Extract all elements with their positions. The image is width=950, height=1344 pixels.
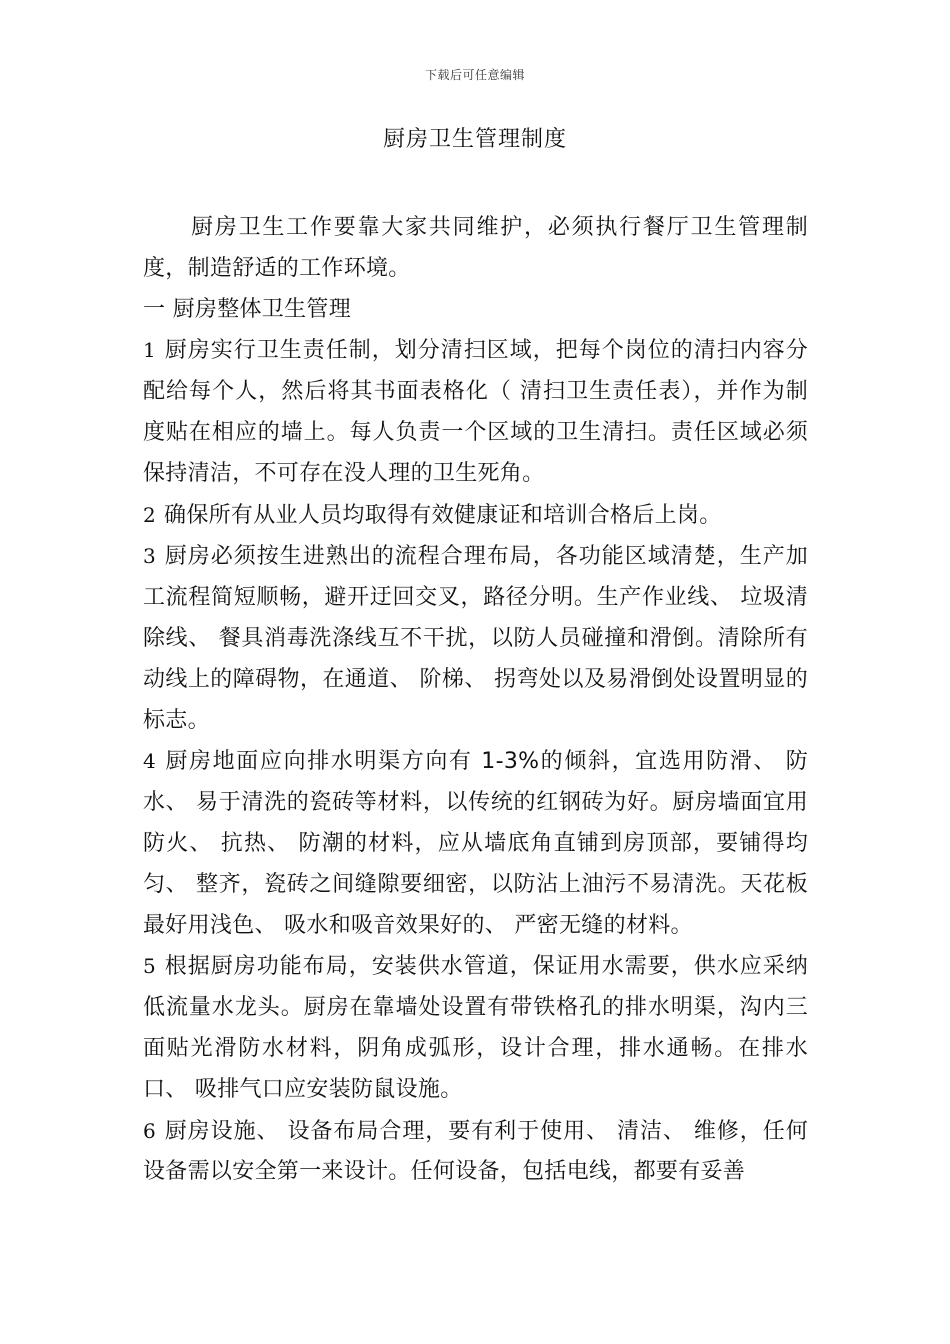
item-number: 2 — [143, 502, 157, 527]
list-item — [143, 1111, 808, 1194]
list-item — [143, 946, 808, 1110]
intro-paragraph: 厨房卫生工作要靠大家共同维护，必须执行餐厅卫生管理制度，制造舒适的工作环境。 — [143, 215, 808, 281]
document-body — [143, 208, 808, 1193]
list-item — [143, 536, 808, 741]
item-text: 确保所有从业人员均取得有效健康证和培训合格后上岗。 — [164, 502, 722, 528]
item-number: 1 — [143, 338, 157, 363]
item-number: 5 — [143, 954, 157, 979]
header-note: 下载后可任意编辑 — [424, 68, 525, 82]
item-text: 厨房实行卫生责任制，划分清扫区域，把每个岗位的清扫内容分配给每个人，然后将其书面表格化（ 清扫卫生责任表），并作为制度贴在相应的墙上。每人负责一个区域的卫生清扫。责任区域必须保持清洁，不可存在没人理的卫生死角。 — [143, 338, 808, 486]
item-text: 根据厨房功能布局，安装供水管道，保证用水需要，供水应采纳低流量水龙头。厨房在靠墙处设置有带铁格孔的排水明渠，沟内三面贴光滑防水材料，阴角成弧形，设计合理，排水通畅。在排水口、 吸排气口应安装防鼠设施。 — [143, 954, 808, 1102]
list-item — [143, 330, 808, 494]
item-number: 3 — [143, 544, 157, 569]
item-number: 6 — [143, 1118, 157, 1143]
list-item — [143, 495, 808, 537]
item-text: 厨房地面应向排水明渠方向有 1-3%的倾斜，宜选用防滑、 防水、 易于清洗的瓷砖等材料，以传统的红钢砖为好。厨房墙面宜用防火、 抗热、 防潮的材料，应从墙底角直铺到房顶部，要铺得均匀、 整齐，瓷砖之间缝隙要细密，以防沾上油污不易清洗。天花板最好用浅色、 吸水和吸音效果好的、 严密无缝的材料。 — [143, 749, 808, 938]
item-number: 4 — [143, 749, 157, 774]
item-text: 厨房必须按生进熟出的流程合理布局，各功能区域清楚，生产加工流程简短顺畅，避开迂回交叉，路径分明。生产作业线、 垃圾清除线、 餐具消毒洗涤线互不干扰，以防人员碰撞和滑倒。清除所有动线上的障碍物，在通道、 阶梯、 拐弯处以及易滑倒处设置明显的标志。 — [143, 544, 808, 733]
item-text: 厨房设施、 设备布局合理，要有利于使用、 清洁、 维修，任何设备需以安全第一来设计。任何设备，包括电线，都要有妥善 — [143, 1118, 808, 1185]
list-item — [143, 741, 808, 946]
document-title: 厨房卫生管理制度 — [382, 127, 567, 152]
section-heading: 一 厨房整体卫生管理 — [143, 296, 351, 322]
